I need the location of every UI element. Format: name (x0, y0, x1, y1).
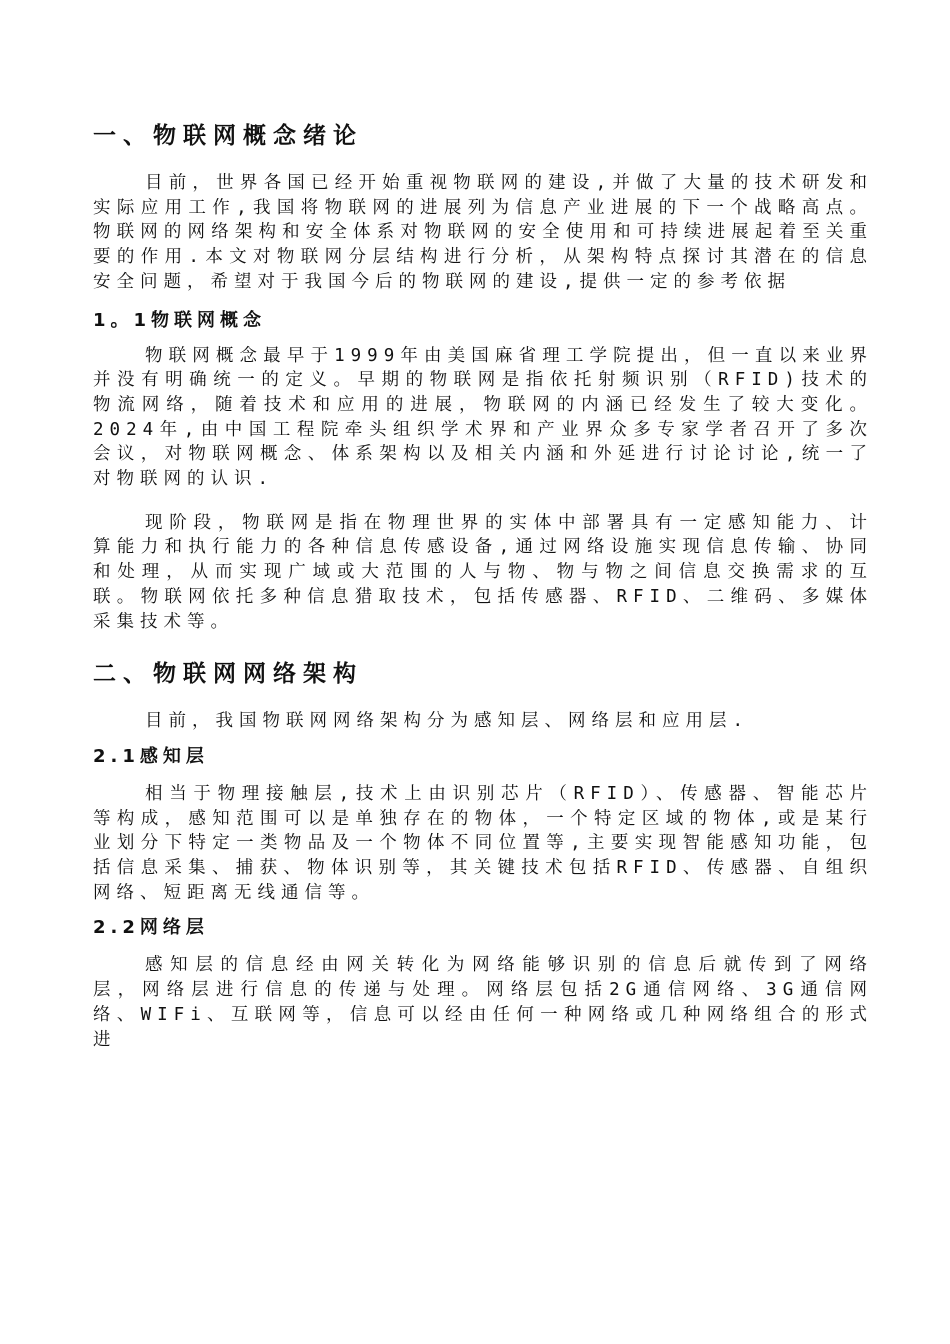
subsection-2-1-heading: 2.1感知层 (93, 745, 209, 767)
subsection-2-1-paragraph: 相当于物理接触层,技术上由识别芯片（RFID）、传感器、智能芯片等构成，感知范围可以是单独存在的物体，一个特定区域的物体,或是某行业划分下特定一类物品及一个物体不同位置等,主要实现智能感知功能，包括信息采集、捕获、物体识别等，其关键技术包括RFID、传感器、自组织网络、短距离无线通信等。 (93, 783, 873, 903)
subsection-1-1-paragraph-1: 物联网概念最早于1999年由美国麻省理工学院提出，但一直以来业界并没有明确统一的定义。早期的物联网是指依托射频识别（RFID)技术的物流网络，随着技术和应用的进展，物联网的内涵已经发生了较大变化。2024年,由中国工程院牵头组织学术界和产业界众多专家学者召开了多次会议，对物联网概念、体系架构以及相关内涵和外延进行讨论讨论,统一了对物联网的认识. (93, 345, 873, 490)
section-2-paragraph: 目前，我国物联网网络架构分为感知层、网络层和应用层. (145, 711, 750, 732)
subsection-2-2-paragraph: 感知层的信息经由网关转化为网络能够识别的信息后就传到了网络层，网络层进行信息的传递与处理。网络层包括2G通信网络、3G通信网络、WIFi、互联网等，信息可以经由任何一种网络或几种网络组合的形式进 (93, 955, 873, 1050)
subsection-2-2-heading: 2.2网络层 (93, 917, 209, 939)
section-1-paragraph: 目前，世界各国已经开始重视物联网的建设,并做了大量的技术研发和实际应用工作,我国将物联网的进展列为信息产业进展的下一个战略高点。物联网的网络架构和安全体系对物联网的安全使用和可持续进展起着至关重要的作用.本文对物联网分层结构进行分析，从架构特点探讨其潜在的信息安全问题，希望对于我国今后的物联网的建设,提供一定的参考依据 (93, 173, 873, 292)
subsection-1-1-paragraph-2: 现阶段，物联网是指在物理世界的实体中部署具有一定感知能力、计算能力和执行能力的各种信息传感设备,通过网络设施实现信息传输、协同和处理，从而实现广域或大范围的人与物、物与物之间信息交换需求的互联。物联网依托多种信息猎取技术，包括传感器、RFID、二维码、多媒体采集技术等。 (93, 512, 873, 632)
section-2-heading: 二、物联网网络架构 (93, 661, 363, 688)
subsection-1-1-heading: 1。1物联网概念 (93, 309, 267, 331)
document-page (93, 118, 893, 1052)
section-1-heading: 一、物联网概念绪论 (93, 123, 363, 149)
